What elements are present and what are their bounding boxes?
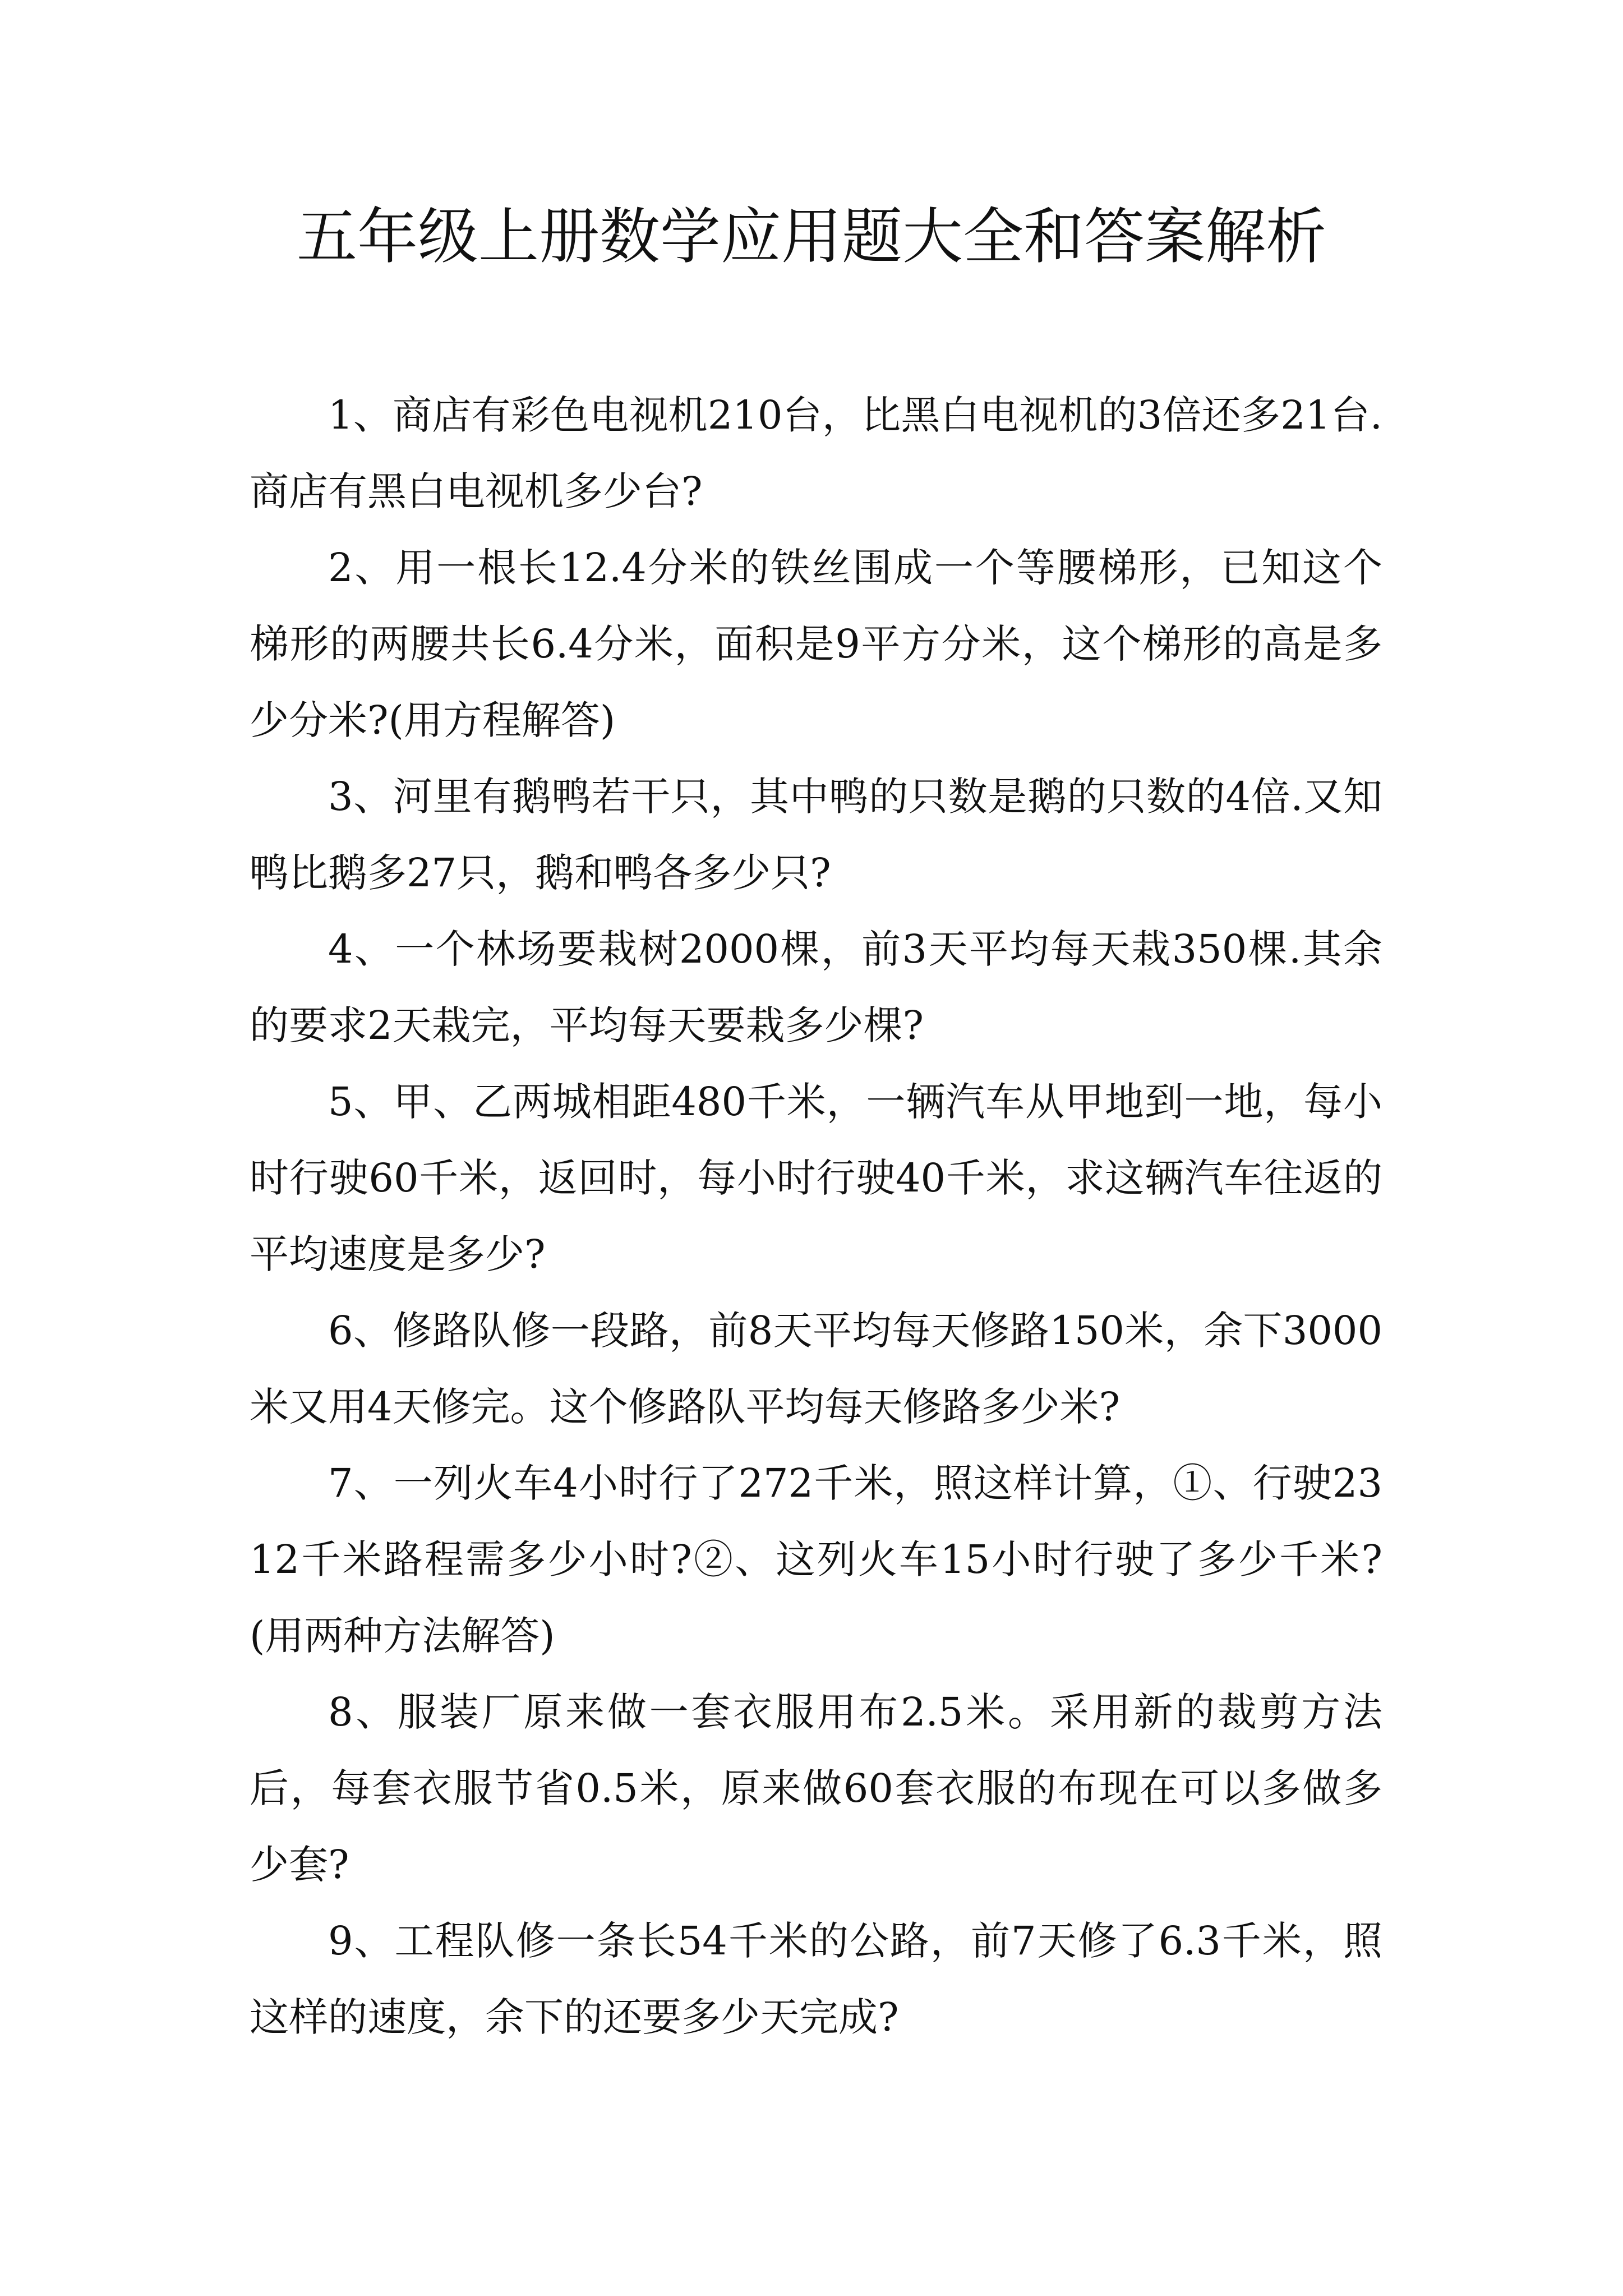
question-item: 7、一列火车4小时行了272千米，照这样计算，①、行驶2312千米路程需多少小时?②、这列火车15小时行驶了多少千米?(用两种方法解答) xyxy=(250,1460,1382,1659)
question-item: 4、一个林场要栽树2000棵，前3天平均每天栽350棵.其余的要求2天栽完，平均每天要栽多少棵? xyxy=(250,926,1382,1048)
question-item: 3、河里有鹅鸭若干只，其中鸭的只数是鹅的只数的4倍.又知鸭比鹅多27只，鹅和鸭各多少只? xyxy=(250,774,1382,896)
question-item: 1、商店有彩色电视机210台，比黑白电视机的3倍还多21台.商店有黑白电视机多少台? xyxy=(250,392,1382,514)
question-item: 5、甲、乙两城相距480千米，一辆汽车从甲地到一地，每小时行驶60千米，返回时，每小时行驶40千米，求这辆汽车往返的平均速度是多少? xyxy=(250,1079,1382,1277)
question-item: 9、工程队修一条长54千米的公路，前7天修了6.3千米，照这样的速度，余下的还要多少天完成? xyxy=(250,1918,1382,2040)
question-item: 2、用一根长12.4分米的铁丝围成一个等腰梯形，已知这个梯形的两腰共长6.4分米，面积是9平方分米，这个梯形的高是多少分米?(用方程解答) xyxy=(250,545,1382,743)
question-list xyxy=(250,377,1382,2055)
question-item: 6、修路队修一段路，前8天平均每天修路150米，余下3000米又用4天修完。这个修路队平均每天修路多少米? xyxy=(250,1308,1382,1430)
document-title: 五年级上册数学应用题大全和答案解析 xyxy=(296,202,1326,272)
question-item: 8、服装厂原来做一套衣服用布2.5米。采用新的裁剪方法后，每套衣服节省0.5米，原来做60套衣服的布现在可以多做多少套? xyxy=(250,1689,1382,1888)
